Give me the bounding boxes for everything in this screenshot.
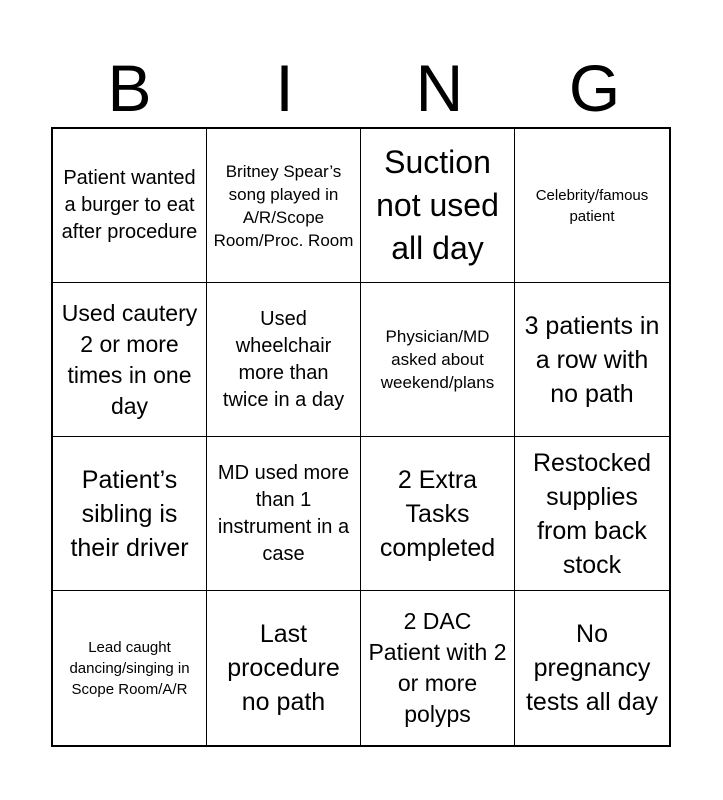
bingo-cell-text: Celebrity/famous patient	[535, 186, 649, 225]
bingo-cell[interactable]	[53, 283, 207, 437]
bingo-cell-text: Last procedure no path	[227, 620, 340, 716]
bingo-cell[interactable]	[53, 591, 207, 745]
bingo-cell-text: 3 patients in a row with no path	[524, 311, 660, 408]
bingo-cell[interactable]	[207, 283, 361, 437]
title-letter-n: N	[415, 51, 464, 125]
bingo-cell-text: 2 DAC Patient with 2 or more polyps	[368, 608, 507, 727]
bingo-cell[interactable]	[515, 437, 669, 591]
title-letter-g: G	[568, 51, 621, 125]
bingo-cell-text: Patient’s sibling is their driver	[70, 465, 189, 562]
bingo-cell[interactable]	[361, 437, 515, 591]
bingo-card	[51, 127, 671, 747]
bingo-cell[interactable]	[361, 591, 515, 745]
bingo-cell-text: Used cautery 2 or more times in one day	[61, 299, 198, 419]
bingo-cell-text: No pregnancy tests all day	[525, 620, 658, 716]
bingo-cell-text: Patient wanted a burger to eat after procedure	[61, 167, 198, 243]
bingo-cell[interactable]	[515, 129, 669, 283]
bingo-cell[interactable]	[207, 437, 361, 591]
bingo-title	[52, 48, 672, 128]
bingo-cell-text: 2 Extra Tasks completed	[379, 465, 496, 562]
bingo-cell-text: Restocked supplies from back stock	[532, 448, 652, 579]
bingo-cell-text: Suction not used all day	[376, 144, 499, 266]
bingo-cell[interactable]	[515, 283, 669, 437]
bingo-cell[interactable]	[53, 129, 207, 283]
bingo-cell[interactable]	[207, 591, 361, 745]
bingo-cell-text: Britney Spear’s song played in A/R/Scope Room/Proc. Room	[213, 161, 354, 250]
title-letter-b: B	[107, 51, 152, 125]
title-letter-i: I	[275, 51, 294, 125]
bingo-cell[interactable]	[207, 129, 361, 283]
bingo-cell-text: Used wheelchair more than twice in a day	[222, 307, 345, 411]
bingo-cell-text: Lead caught dancing/singing in Scope Room/A/R	[69, 638, 190, 698]
bingo-cell[interactable]	[53, 437, 207, 591]
bingo-cell-text: MD used more than 1 instrument in a case	[217, 461, 350, 565]
bingo-cell-text: Physician/MD asked about weekend/plans	[380, 327, 495, 392]
bingo-cell[interactable]	[515, 591, 669, 745]
bingo-cell[interactable]	[361, 129, 515, 283]
bingo-cell[interactable]	[361, 283, 515, 437]
